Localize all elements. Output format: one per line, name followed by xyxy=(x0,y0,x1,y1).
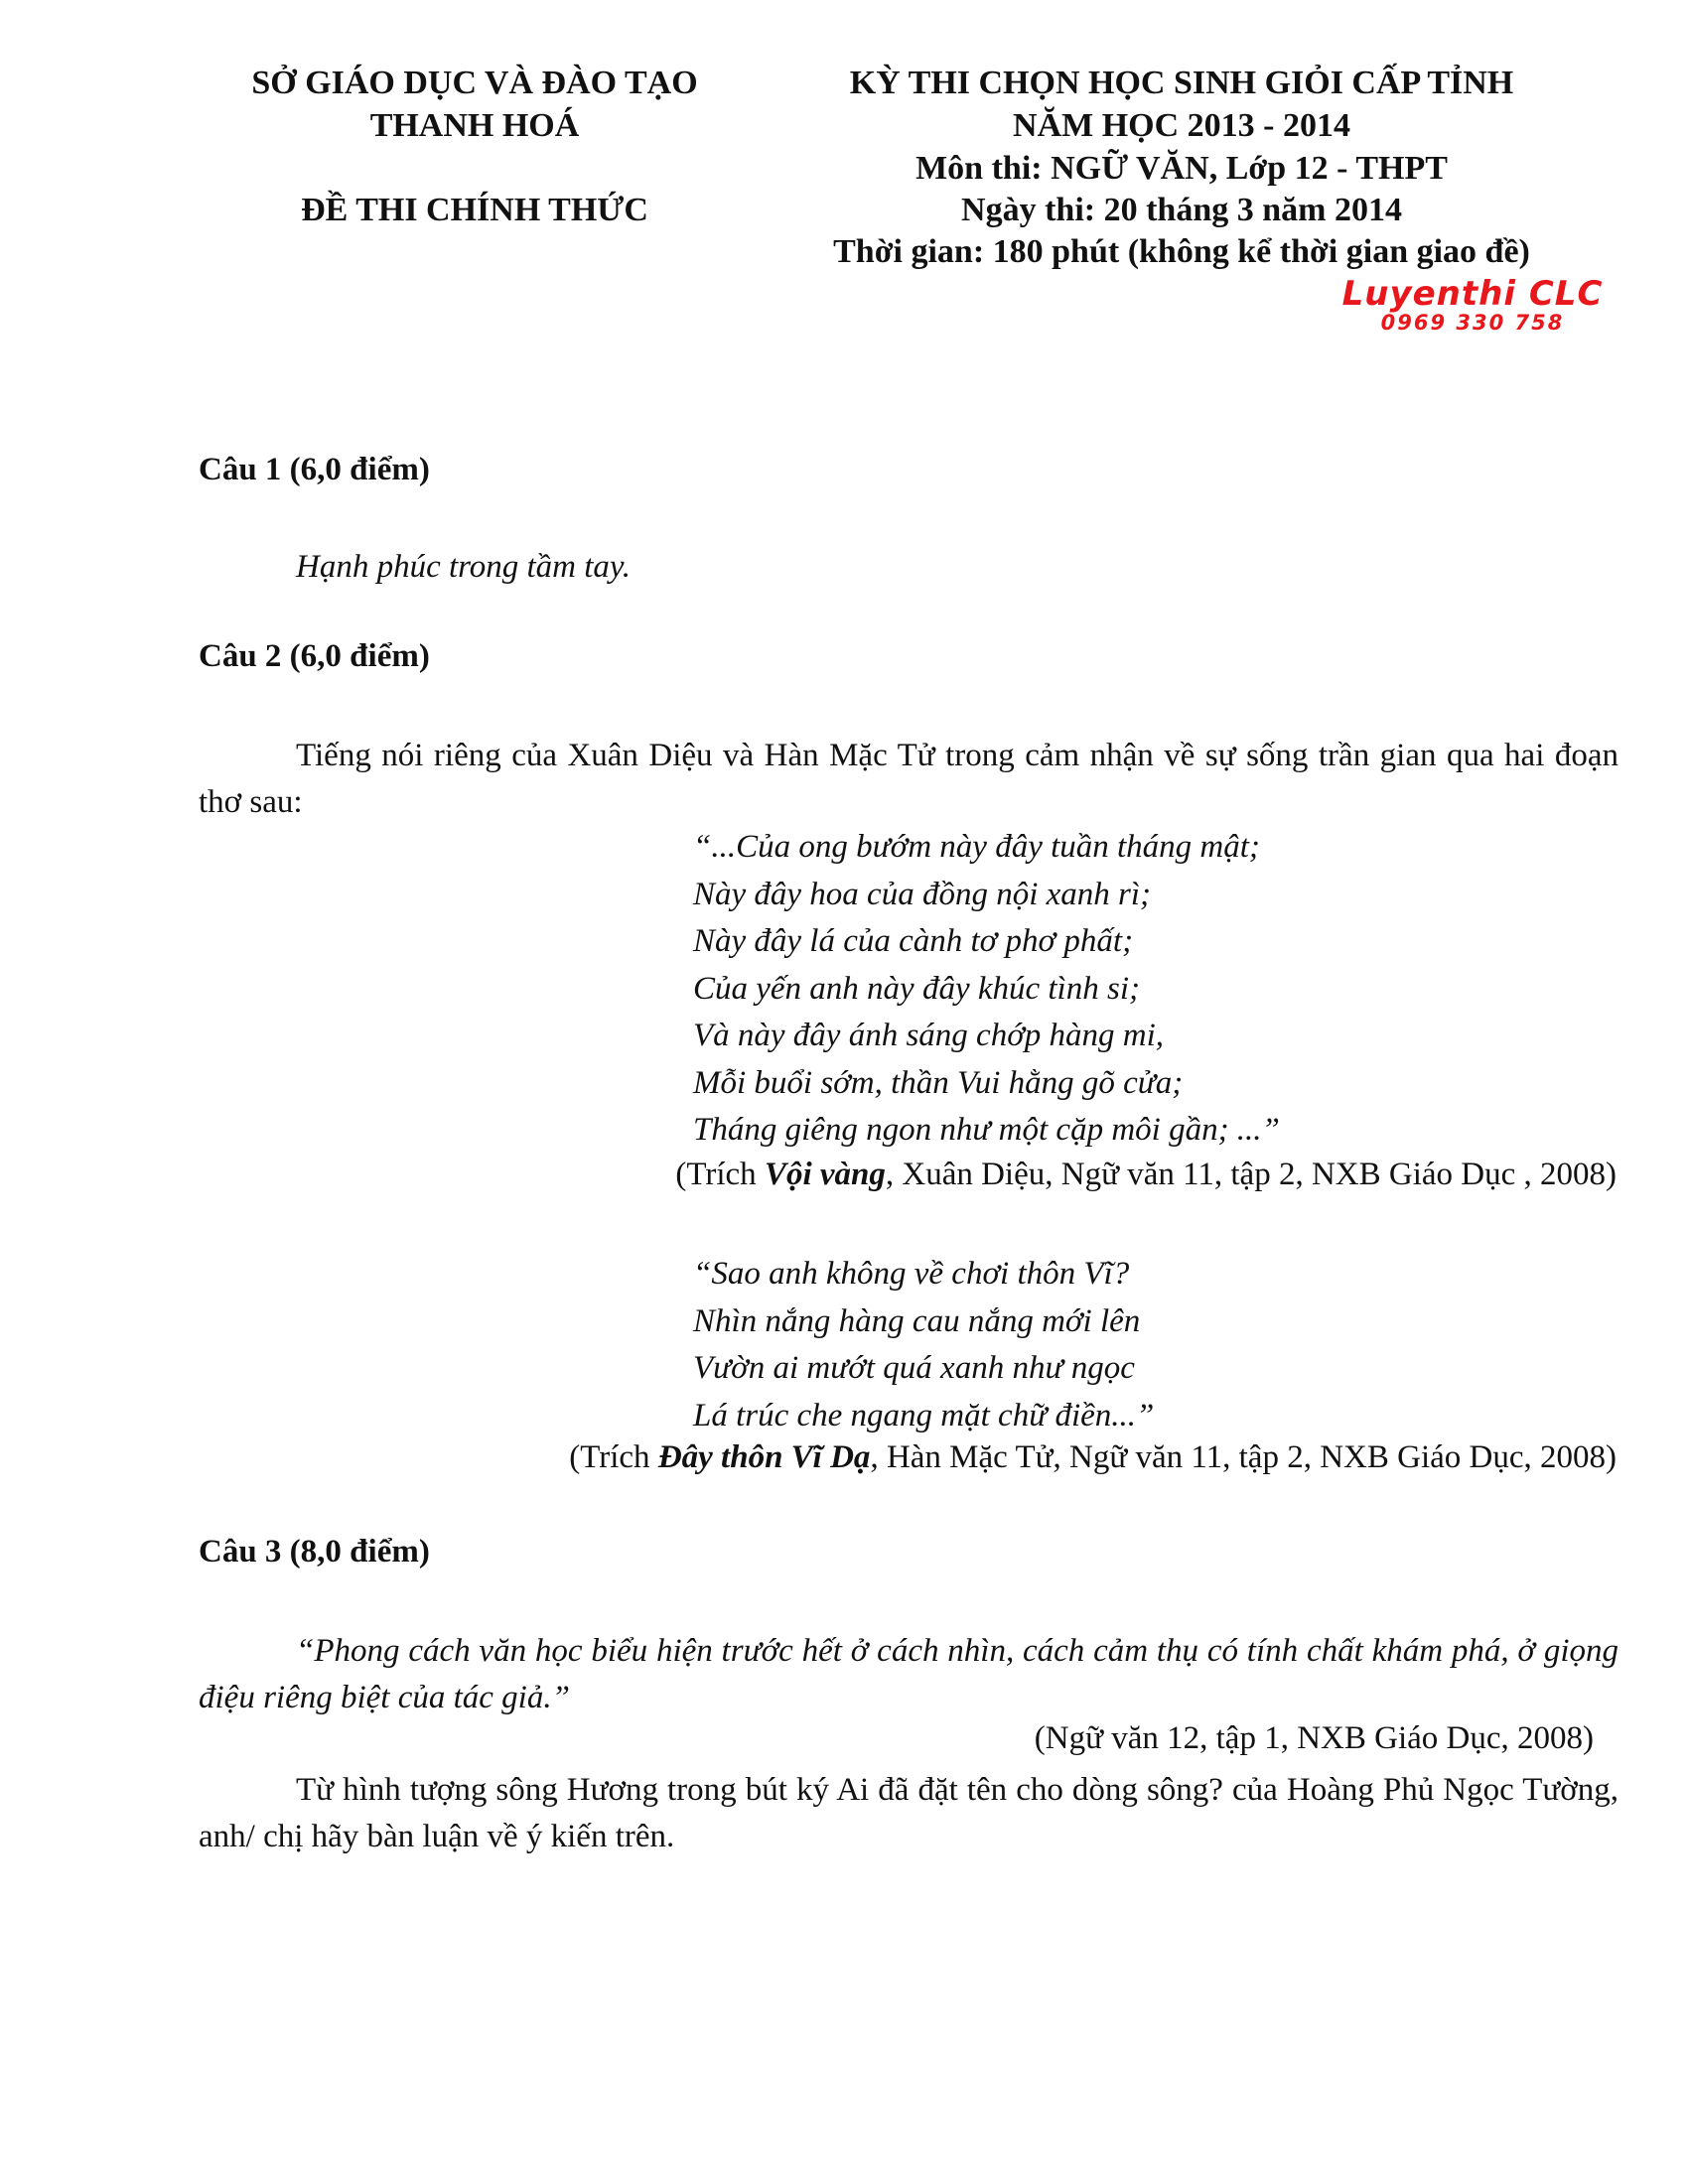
subject-line: Môn thi: NGỮ VĂN, Lớp 12 - THPT xyxy=(915,150,1448,187)
poem-1-line: Này đây hoa của đồng nội xanh rì; xyxy=(693,876,1152,912)
question-2-intro-text: Tiếng nói riêng của Xuân Diệu và Hàn Mặc Tử trong cảm nhận về sự sống trần gian qua hai đoạn thơ sau: xyxy=(199,738,1618,820)
source-suffix: , Xuân Diệu, Ngữ văn 11, tập 2, NXB Giáo Dục , 2008) xyxy=(885,1157,1617,1192)
question-3-quote-source: (Ngữ văn 12, tập 1, NXB Giáo Dục, 2008) xyxy=(1034,1720,1594,1756)
question-3-task xyxy=(199,1767,1618,1860)
poem-1-line: Và này đây ánh sáng chớp hàng mi, xyxy=(693,1018,1165,1053)
poem-2-line: Vườn ai mướt quá xanh như ngọc xyxy=(693,1350,1135,1386)
poem-1-line: Tháng giêng ngon như một cặp môi gần; ...” xyxy=(693,1112,1280,1148)
poem-1-line: Của yến anh này đây khúc tình si; xyxy=(693,970,1140,1007)
province-name: THANH HOÁ xyxy=(369,107,580,144)
exam-title: KỲ THI CHỌN HỌC SINH GIỎI CẤP TỈNH xyxy=(849,65,1514,101)
question-1-heading: Câu 1 (6,0 điểm) xyxy=(199,452,430,487)
department-name: SỞ GIÁO DỤC VÀ ĐÀO TẠO xyxy=(251,65,698,101)
school-year: NĂM HỌC 2013 - 2014 xyxy=(1013,107,1350,144)
source-suffix: , Hàn Mặc Tử, Ngữ văn 11, tập 2, NXB Giáo Dục, 2008) xyxy=(870,1439,1617,1475)
watermark-logo xyxy=(1319,276,1626,335)
source-prefix: (Trích xyxy=(675,1157,765,1192)
source-prefix: (Trích xyxy=(569,1439,658,1475)
poem-2-line: Lá trúc che ngang mặt chữ điền...” xyxy=(693,1397,1155,1433)
question-1-prompt: Hạnh phúc trong tầm tay. xyxy=(296,549,632,585)
source-work-title: Đây thôn Vĩ Dạ xyxy=(657,1439,871,1475)
official-exam-label: ĐỀ THI CHÍNH THỨC xyxy=(301,192,648,228)
poem-2-line: “Sao anh không về chơi thôn Vĩ? xyxy=(693,1256,1130,1292)
poem-1-line: “...Của ong bướm này đây tuần tháng mật; xyxy=(693,829,1260,865)
question-3-heading: Câu 3 (8,0 điểm) xyxy=(199,1534,430,1570)
question-3-task-text: Từ hình tượng sông Hương trong bút ký Ai đã đặt tên cho dòng sông? của Hoàng Phủ Ngọc Tường, anh/ chị hãy bàn luận về ý kiến trên. xyxy=(199,1772,1618,1854)
poem-2-source xyxy=(569,1439,1617,1476)
exam-duration: Thời gian: 180 phút (không kể thời gian giao đề) xyxy=(833,233,1530,270)
question-3-quote-text: “Phong cách văn học biểu hiện trước hết ở cách nhìn, cách cảm thụ có tính chất khám phá, ở giọng điệu riêng biệt của tác giả.” xyxy=(199,1633,1618,1715)
poem-1-line: Mỗi buổi sớm, thần Vui hằng gõ cửa; xyxy=(693,1064,1184,1101)
question-3-quote xyxy=(199,1628,1618,1721)
source-work-title: Vội vàng xyxy=(764,1157,886,1192)
question-2-intro xyxy=(199,733,1618,826)
poem-2-line: Nhìn nắng hàng cau nắng mới lên xyxy=(693,1302,1141,1339)
watermark-name: Luyenthi CLC xyxy=(1341,274,1604,314)
poem-2 xyxy=(693,1251,1154,1439)
exam-date: Ngày thi: 20 tháng 3 năm 2014 xyxy=(961,192,1402,228)
poem-1-source xyxy=(675,1157,1617,1193)
question-2-heading: Câu 2 (6,0 điểm) xyxy=(199,638,430,674)
watermark-phone: 0969 330 758 xyxy=(1380,311,1565,335)
poem-1 xyxy=(693,824,1280,1155)
poem-1-line: Này đây lá của cành tơ phơ phất; xyxy=(693,923,1134,959)
